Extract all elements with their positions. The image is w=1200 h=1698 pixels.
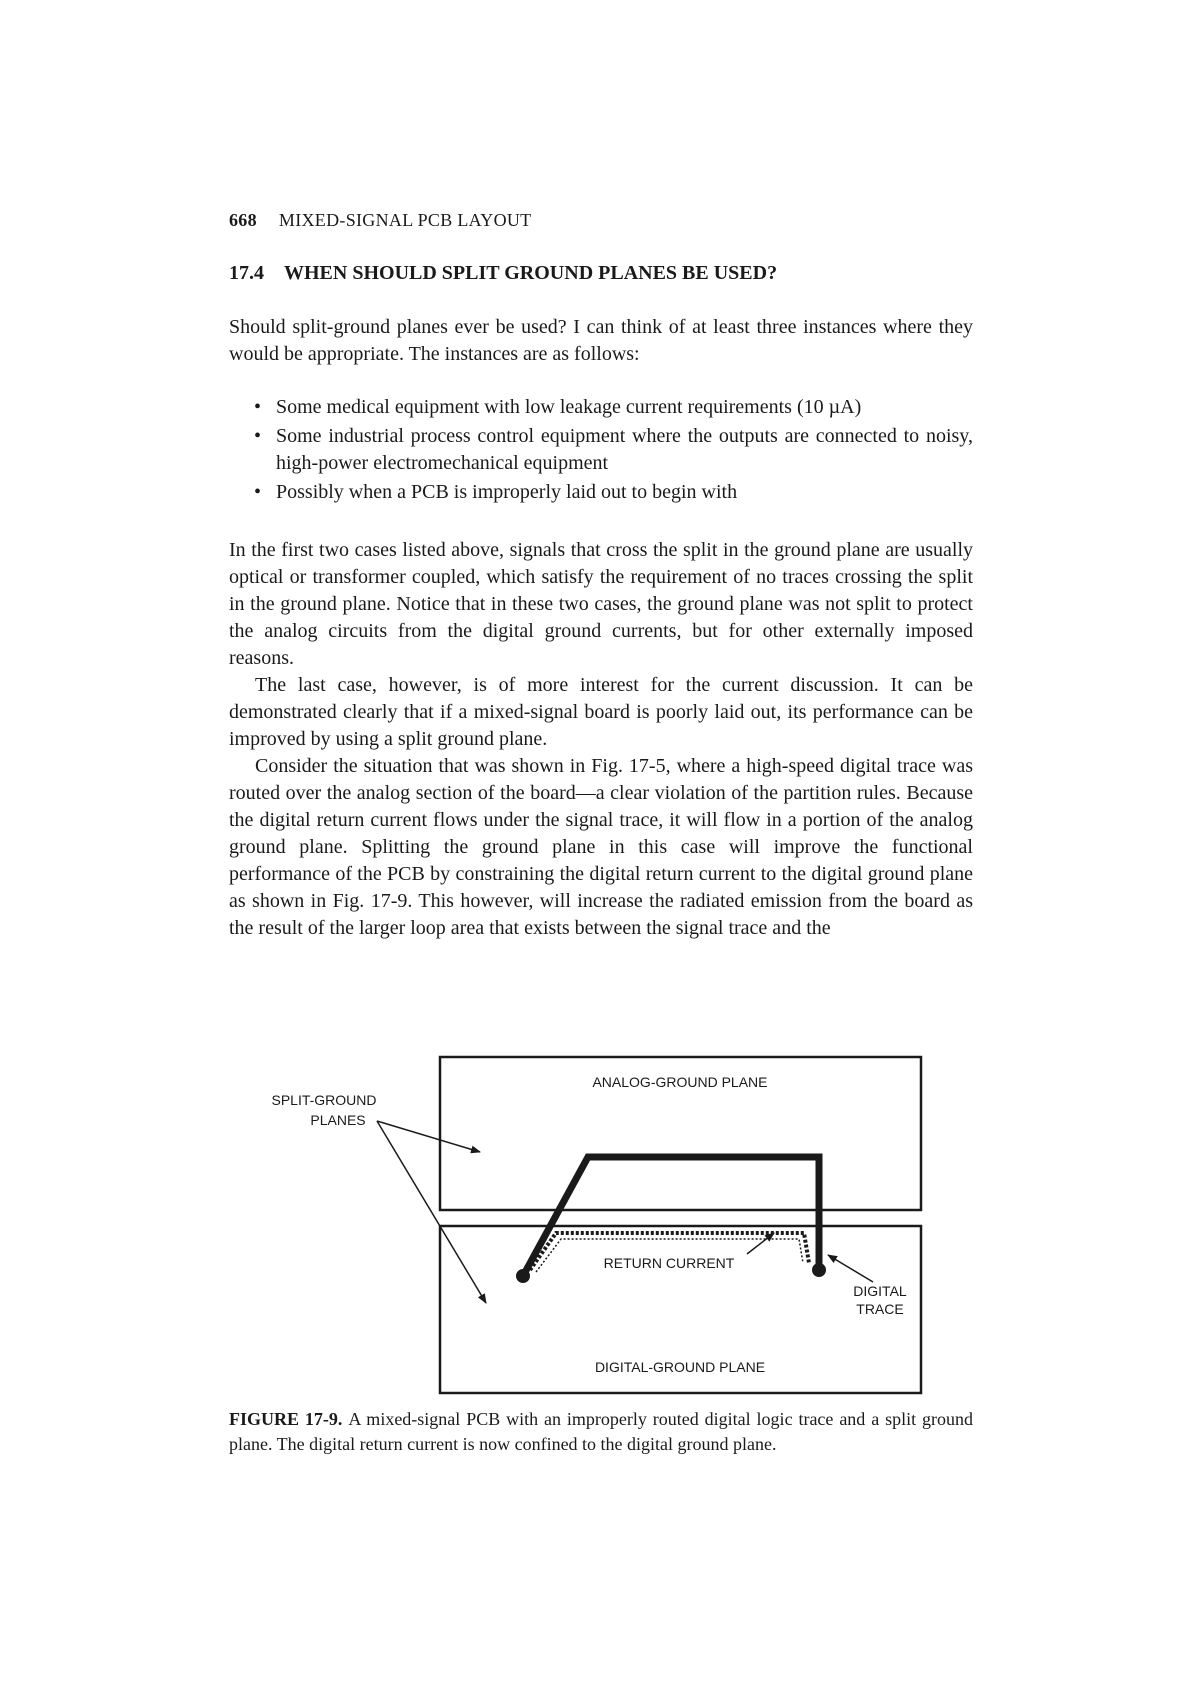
trace-via-right: [812, 1263, 826, 1277]
figure-caption: [229, 1407, 973, 1457]
split-ground-label-line1: SPLIT-GROUND: [271, 1092, 377, 1108]
running-title: MIXED-SIGNAL PCB LAYOUT: [278, 210, 532, 230]
analog-plane-label: ANALOG-GROUND PLANE: [592, 1074, 768, 1090]
bullet-mark: •: [254, 396, 262, 418]
bullet-text: Possibly when a PCB is improperly laid out to begin with: [276, 481, 738, 503]
digital-trace-arrow: [828, 1255, 873, 1282]
digital-plane-label: DIGITAL-GROUND PLANE: [594, 1359, 766, 1375]
bullet-mark: •: [254, 481, 262, 503]
intro-paragraph: Should split-ground planes ever be used? I can think of at least three instances where they would be appropriate. The instances are as follows:: [229, 316, 973, 365]
paragraph-last-case: The last case, however, is of more interest for the current discussion. It can be demonstrated clearly that if a mixed-signal board is poorly laid out, its performance can be improved by using a split ground plane.: [229, 674, 973, 750]
return-current-label: RETURN CURRENT: [603, 1255, 735, 1271]
trace-via-left: [516, 1269, 530, 1283]
page-number: 668: [229, 210, 257, 230]
bullet-mark: •: [254, 425, 262, 447]
bullet-text: Some medical equipment with low leakage current requirements (10 µA): [276, 396, 862, 418]
paragraph-first-cases: In the first two cases listed above, signals that cross the split in the ground plane are usually optical or transformer coupled, which satisfy the requirement of no traces crossing the split in the ground plane. Notice that in these two cases, the ground plane was not split to protect the analog circuits from the digital ground currents, but for other externally imposed reasons.: [229, 539, 973, 669]
figure-label: FIGURE 17-9.: [229, 1409, 343, 1429]
caption-text: A mixed-signal PCB with an improperly routed digital logic trace and a split ground plane. The digital return current is now confined to the digital ground plane.: [229, 1409, 973, 1454]
digital-trace-label-line2: TRACE: [856, 1301, 904, 1317]
paragraph-consider: Consider the situation that was shown in Fig. 17-5, where a high-speed digital trace was routed over the analog section of the board—a clear violation of the partition rules. Because the digital return current flows under the signal trace, it will flow in a portion of the analog ground plane. Splitting the ground plane in this case will improve the functional performance of the PCB by constraining the digital return current to the digital ground plane as shown in Fig. 17-9. This however, will increase the radiated emission from the board as the result of the larger loop area that exists between the signal trace and the: [229, 755, 973, 939]
return-current-arrow: [747, 1233, 774, 1254]
section-title: WHEN SHOULD SPLIT GROUND PLANES BE USED?: [284, 262, 778, 284]
bullet-text: Some industrial process control equipment where the outputs are connected to noisy, high-power electromechanical equipment: [276, 425, 973, 474]
split-ground-label-line2: PLANES: [310, 1112, 366, 1128]
section-number: 17.4: [229, 262, 264, 284]
digital-trace-label-line1: DIGITAL: [853, 1283, 907, 1299]
